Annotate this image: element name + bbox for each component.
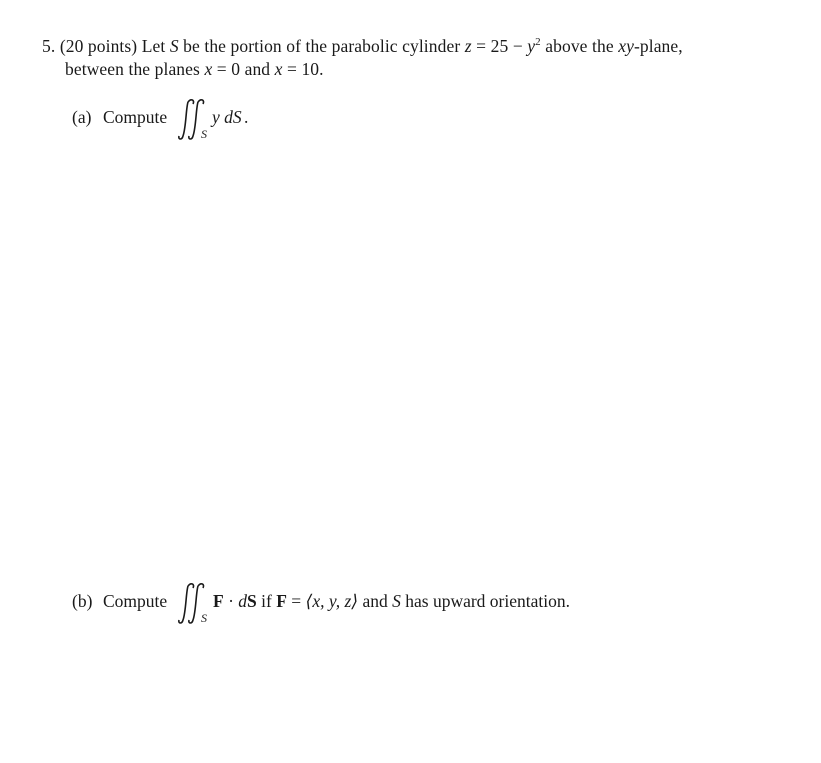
problem-statement-line-1 — [42, 36, 683, 57]
var-xy: xy — [618, 36, 634, 56]
text: if — [261, 591, 272, 611]
part-a-integrand: y dS — [212, 107, 242, 127]
part-b-integrand — [213, 591, 570, 612]
problem-number: 5. — [42, 36, 56, 56]
bold-f: F — [276, 591, 287, 611]
exponent: 2 — [535, 36, 541, 49]
text: = 10. — [287, 59, 324, 79]
var-s: S — [169, 36, 179, 56]
equals: = — [476, 36, 487, 56]
text: be the portion of the parabolic cylinder — [183, 36, 461, 56]
integral-subscript: S — [201, 611, 207, 625]
text: above the — [545, 36, 614, 56]
var-z: z — [464, 36, 472, 56]
part-a-compute: Compute — [103, 107, 168, 127]
var-s: S — [392, 591, 401, 611]
var-x: x — [204, 59, 213, 79]
var-y: y — [527, 36, 536, 56]
var-x: x — [274, 59, 283, 79]
text: = 0 — [216, 59, 241, 79]
period: . — [244, 107, 249, 127]
part-a-label: (a) — [72, 107, 92, 127]
text: between the planes — [65, 59, 200, 79]
text: Let — [141, 36, 166, 56]
bold-s: S — [247, 591, 257, 611]
equals: = — [291, 591, 302, 611]
bold-f: F — [213, 591, 224, 611]
minus: − — [512, 36, 523, 56]
d: d — [238, 591, 248, 611]
dot: · — [228, 591, 234, 611]
text: has upward orientation. — [405, 591, 570, 611]
problem-statement-line-2 — [65, 59, 324, 80]
integral-subscript: S — [201, 127, 207, 141]
problem-points: (20 points) — [59, 36, 138, 56]
text: -plane, — [633, 36, 683, 56]
part-b-compute: Compute — [103, 591, 168, 611]
number: 25 — [490, 36, 509, 56]
text: and — [244, 59, 271, 79]
part-b-label: (b) — [72, 591, 93, 611]
vector: ⟨x, y, z⟩ — [305, 591, 359, 611]
text: and — [362, 591, 388, 611]
